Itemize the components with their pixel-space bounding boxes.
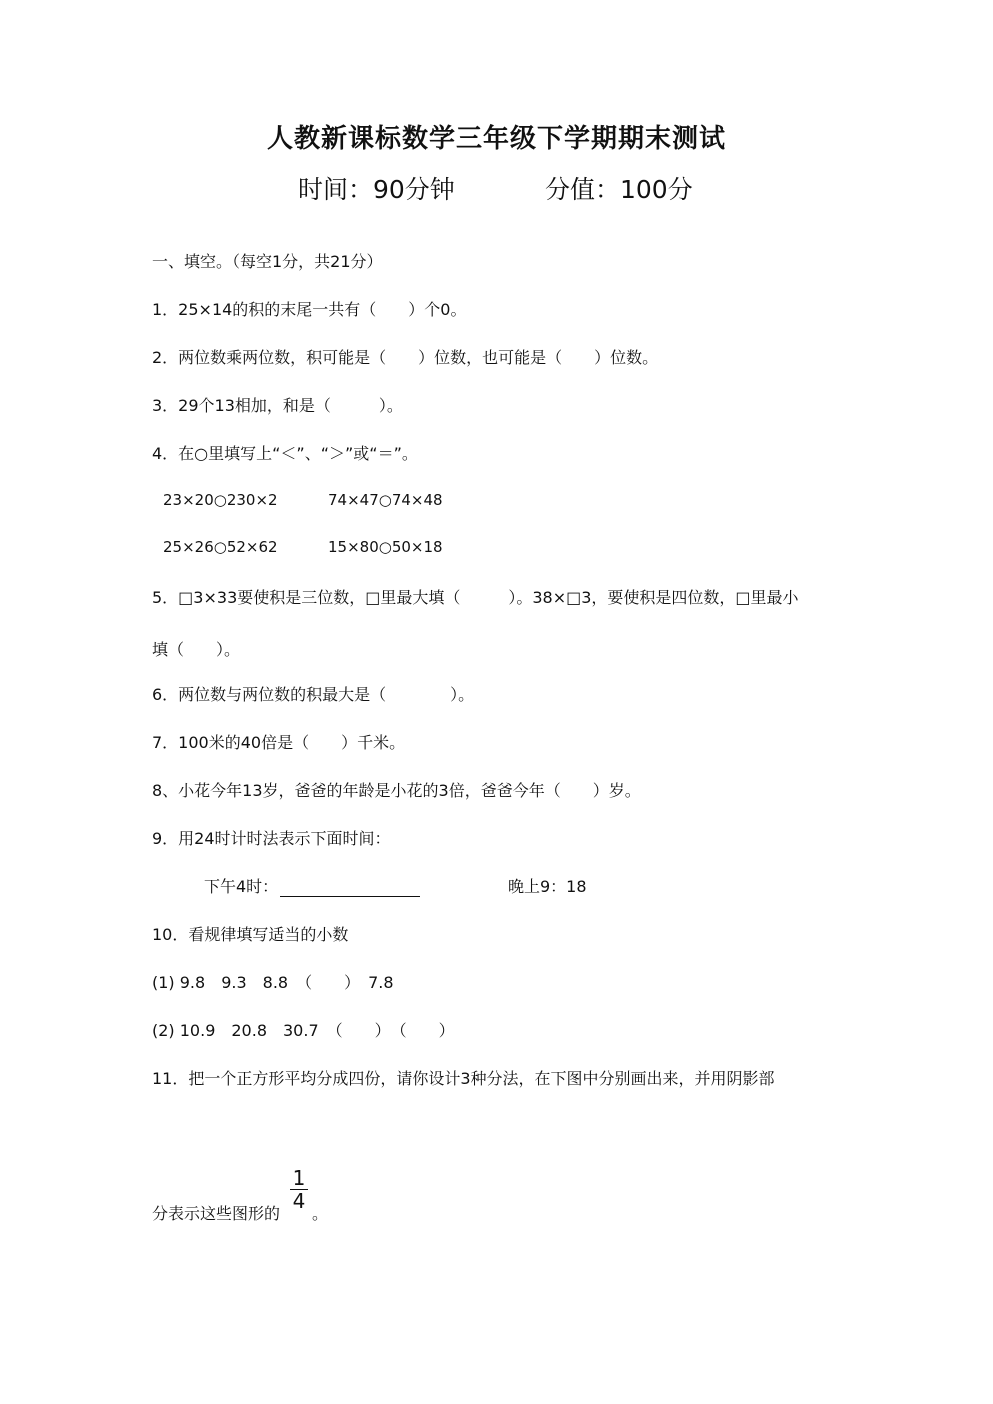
fraction-numerator: 1 xyxy=(292,1166,306,1190)
question-11-line-2-text: 分表示这些图形的 xyxy=(152,1204,281,1223)
question-3: 3．29个13相加，和是（ ）。 xyxy=(152,396,403,415)
question-5-line-1: 5．□3×33要使积是三位数，□里最大填（ ）。38×□3，要使积是四位数，□里最小 xyxy=(152,588,799,607)
compare-item-3: 25×26○52×62 xyxy=(163,538,278,556)
question-7: 7．100米的40倍是（ ）千米。 xyxy=(152,733,406,752)
answer-blank-line[interactable] xyxy=(280,880,420,897)
fraction-one-quarter xyxy=(290,1168,308,1211)
question-1: 1．25×14的积的末尾一共有（ ）个0。 xyxy=(152,300,467,319)
question-6: 6．两位数与两位数的积最大是（ ）。 xyxy=(152,685,475,704)
question-9-item-a-label: 下午4时： xyxy=(204,877,279,896)
exam-score: 分值：100分 xyxy=(545,175,693,204)
fraction-denominator: 4 xyxy=(292,1189,306,1213)
exam-time: 时间：90分钟 xyxy=(298,175,455,204)
question-11-line-1: 11．把一个正方形平均分成四份，请你设计3种分法，在下图中分别画出来，并用阴影部 xyxy=(152,1069,775,1088)
question-10-part-2: (2) 10.9 20.8 30.7 （ ） （ ） xyxy=(152,1021,455,1040)
question-9: 9．用24时计时法表示下面时间： xyxy=(152,829,391,848)
question-9-item-b: 晚上9：18 xyxy=(508,877,587,896)
question-5-line-2: 填（ ）。 xyxy=(152,640,241,659)
question-4: 4．在○里填写上“＜”、“＞”或“＝”。 xyxy=(152,444,418,463)
question-11-line-2 xyxy=(152,1201,280,1224)
question-2: 2．两位数乘两位数，积可能是（ ）位数，也可能是（ ）位数。 xyxy=(152,348,659,367)
compare-item-2: 74×47○74×48 xyxy=(328,491,443,509)
question-8: 8、小花今年13岁，爸爸的年龄是小花的3倍，爸爸今年（ ）岁。 xyxy=(152,781,641,800)
question-10-part-1: (1) 9.8 9.3 8.8 （ ） 7.8 xyxy=(152,973,394,992)
question-10: 10．看规律填写适当的小数 xyxy=(152,925,349,944)
compare-item-4: 15×80○50×18 xyxy=(328,538,443,556)
question-11-end: 。 xyxy=(312,1204,329,1223)
section-heading: 一、填空。（每空1分，共21分） xyxy=(152,252,383,271)
question-9-item-a xyxy=(204,874,420,897)
compare-item-1: 23×20○230×2 xyxy=(163,491,278,509)
page-title: 人教新课标数学三年级下学期期末测试 xyxy=(266,124,726,154)
